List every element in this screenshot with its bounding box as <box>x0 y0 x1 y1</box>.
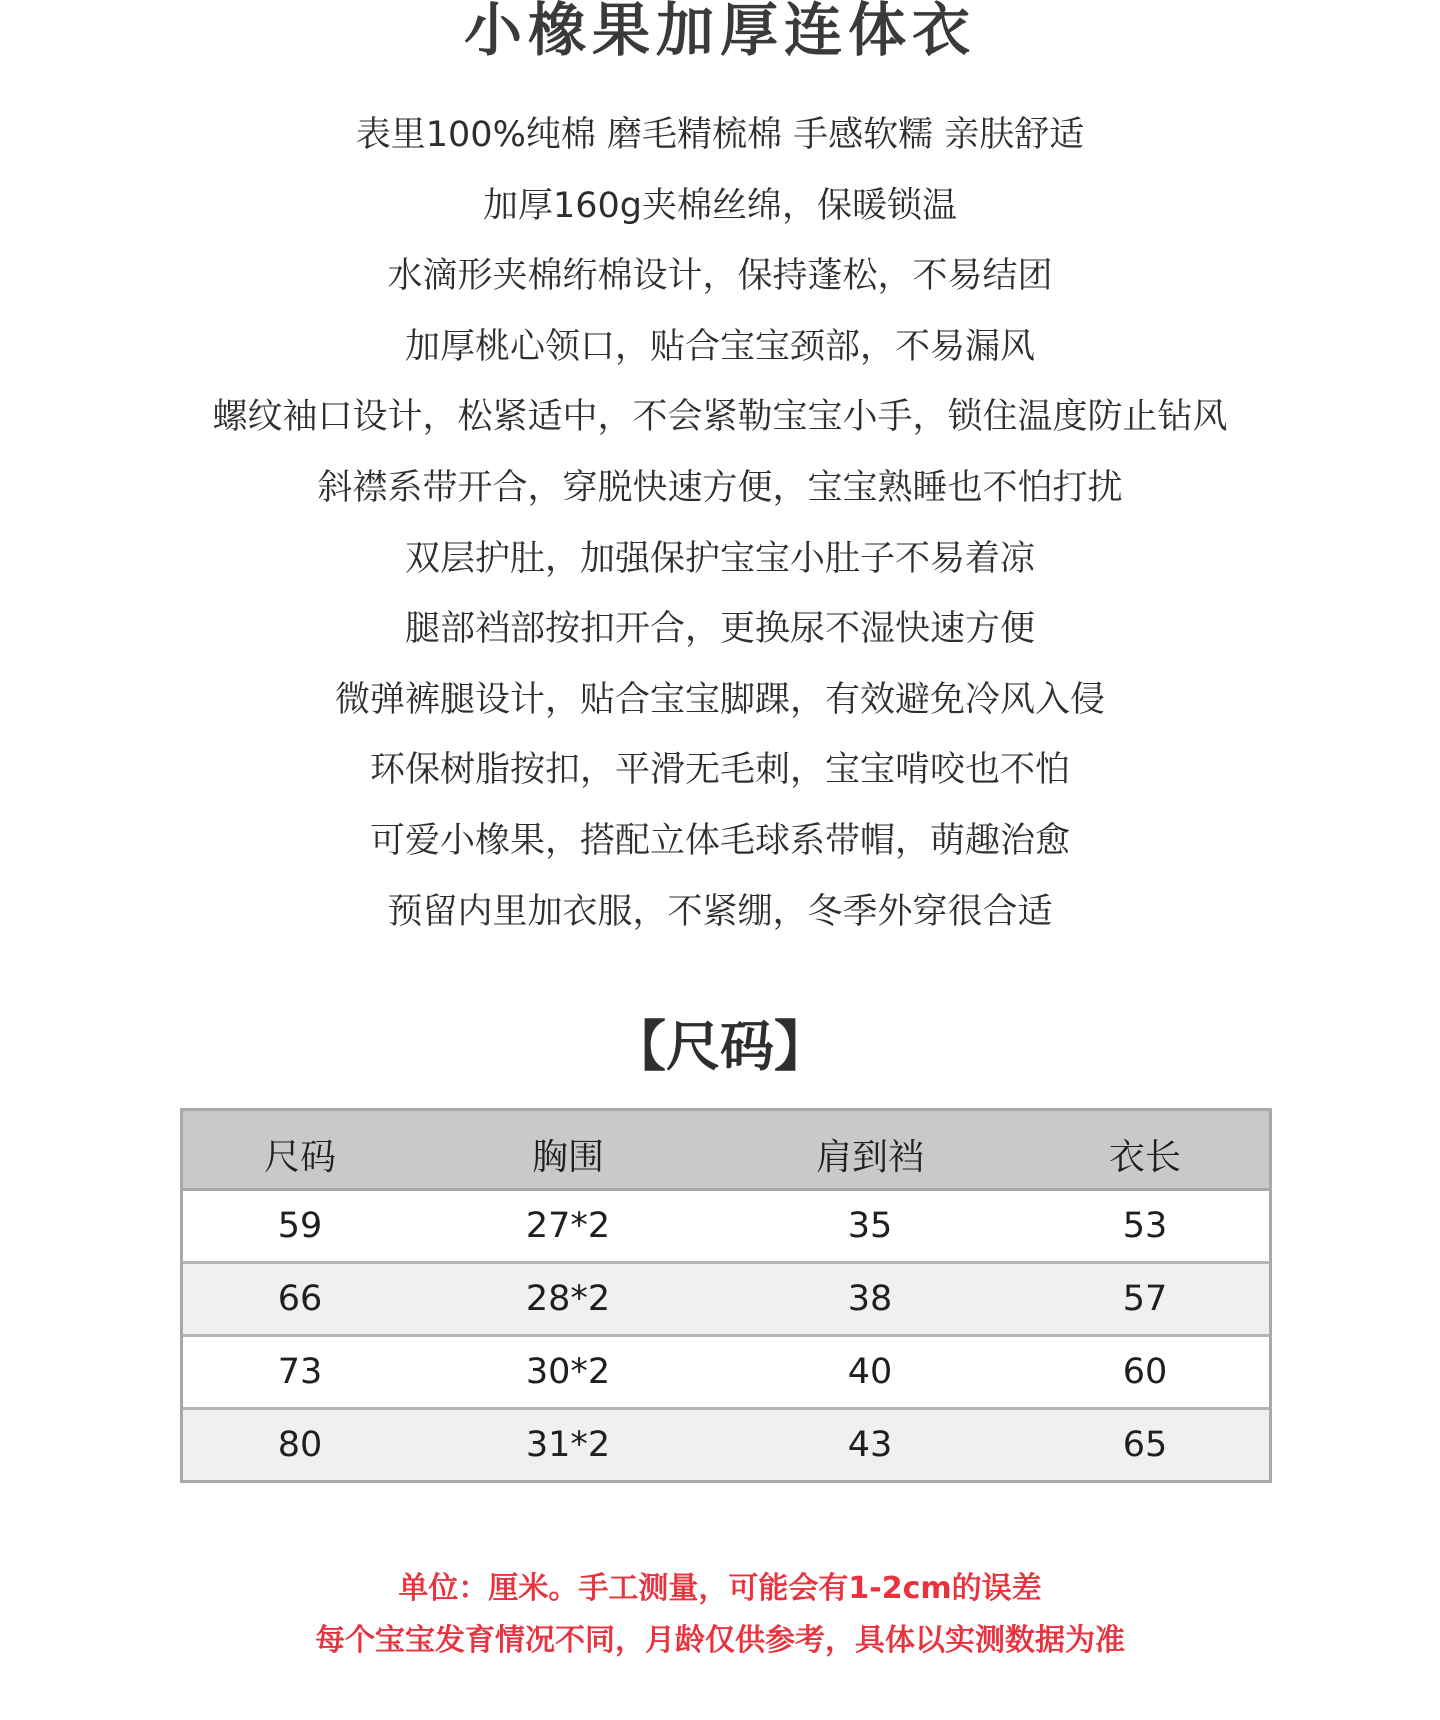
table-cell: 73 <box>277 1352 323 1392</box>
feature-item: 双层护肚，加强保护宝宝小肚子不易着凉 <box>404 538 1035 579</box>
table-row <box>183 1337 1269 1410</box>
table-header-row <box>183 1111 1269 1191</box>
feature-item: 可爱小橡果，搭配立体毛球系带帽，萌趣治愈 <box>369 820 1070 861</box>
feature-item: 环保树脂按扣，平滑无毛刺，宝宝啃咬也不怕 <box>369 750 1070 791</box>
feature-item: 预留内里加衣服，不紧绷，冬季外穿很合适 <box>387 891 1053 932</box>
table-cell: 30*2 <box>525 1352 611 1392</box>
table-cell: 57 <box>1122 1279 1168 1319</box>
measurement-notes <box>0 1563 1440 1667</box>
header-cell-size: 尺码 <box>263 1137 336 1178</box>
table-cell: 66 <box>277 1279 323 1319</box>
header-cell-chest: 胸围 <box>531 1137 604 1178</box>
feature-item: 表里100%纯棉 磨毛精梳棉 手感软糯 亲肤舒适 <box>355 115 1085 155</box>
unit-note: 单位：厘米。手工测量，可能会有1-2cm的误差 <box>398 1571 1042 1606</box>
feature-item: 水滴形夹棉绗棉设计，保持蓬松，不易结团 <box>387 256 1053 297</box>
feature-item: 加厚桃心领口，贴合宝宝颈部，不易漏风 <box>404 326 1035 367</box>
size-section-heading: 【尺码】 <box>612 1015 828 1078</box>
header-cell-shoulder-to-crotch: 肩到裆 <box>815 1137 924 1178</box>
feature-list <box>0 100 1440 947</box>
header-cell-length: 衣长 <box>1108 1137 1181 1178</box>
size-table <box>180 1108 1272 1483</box>
product-title: 小橡果加厚连体衣 <box>463 0 976 64</box>
feature-item: 微弹裤腿设计，贴合宝宝脚踝，有效避免冷风入侵 <box>334 679 1105 720</box>
table-row <box>183 1191 1269 1264</box>
age-note: 每个宝宝发育情况不同，月龄仅供参考，具体以实测数据为准 <box>315 1623 1125 1658</box>
table-row <box>183 1410 1269 1480</box>
feature-item: 螺纹袖口设计，松紧适中，不会紧勒宝宝小手，锁住温度防止钻风 <box>212 397 1228 438</box>
feature-item: 加厚160g夹棉丝绵，保暖锁温 <box>482 185 958 226</box>
table-cell: 43 <box>847 1425 893 1465</box>
table-cell: 59 <box>277 1206 323 1246</box>
feature-item: 腿部裆部按扣开合，更换尿不湿快速方便 <box>404 609 1035 650</box>
feature-item: 斜襟系带开合，穿脱快速方便，宝宝熟睡也不怕打扰 <box>317 467 1123 508</box>
table-cell: 65 <box>1122 1425 1168 1465</box>
table-cell: 38 <box>847 1279 893 1319</box>
table-cell: 27*2 <box>525 1206 611 1246</box>
table-cell: 80 <box>277 1425 323 1465</box>
table-cell: 60 <box>1122 1352 1168 1392</box>
table-cell: 35 <box>847 1206 893 1246</box>
table-cell: 40 <box>847 1352 893 1392</box>
table-row <box>183 1264 1269 1337</box>
table-cell: 53 <box>1122 1206 1168 1246</box>
table-cell: 31*2 <box>525 1425 611 1465</box>
table-cell: 28*2 <box>525 1279 611 1319</box>
